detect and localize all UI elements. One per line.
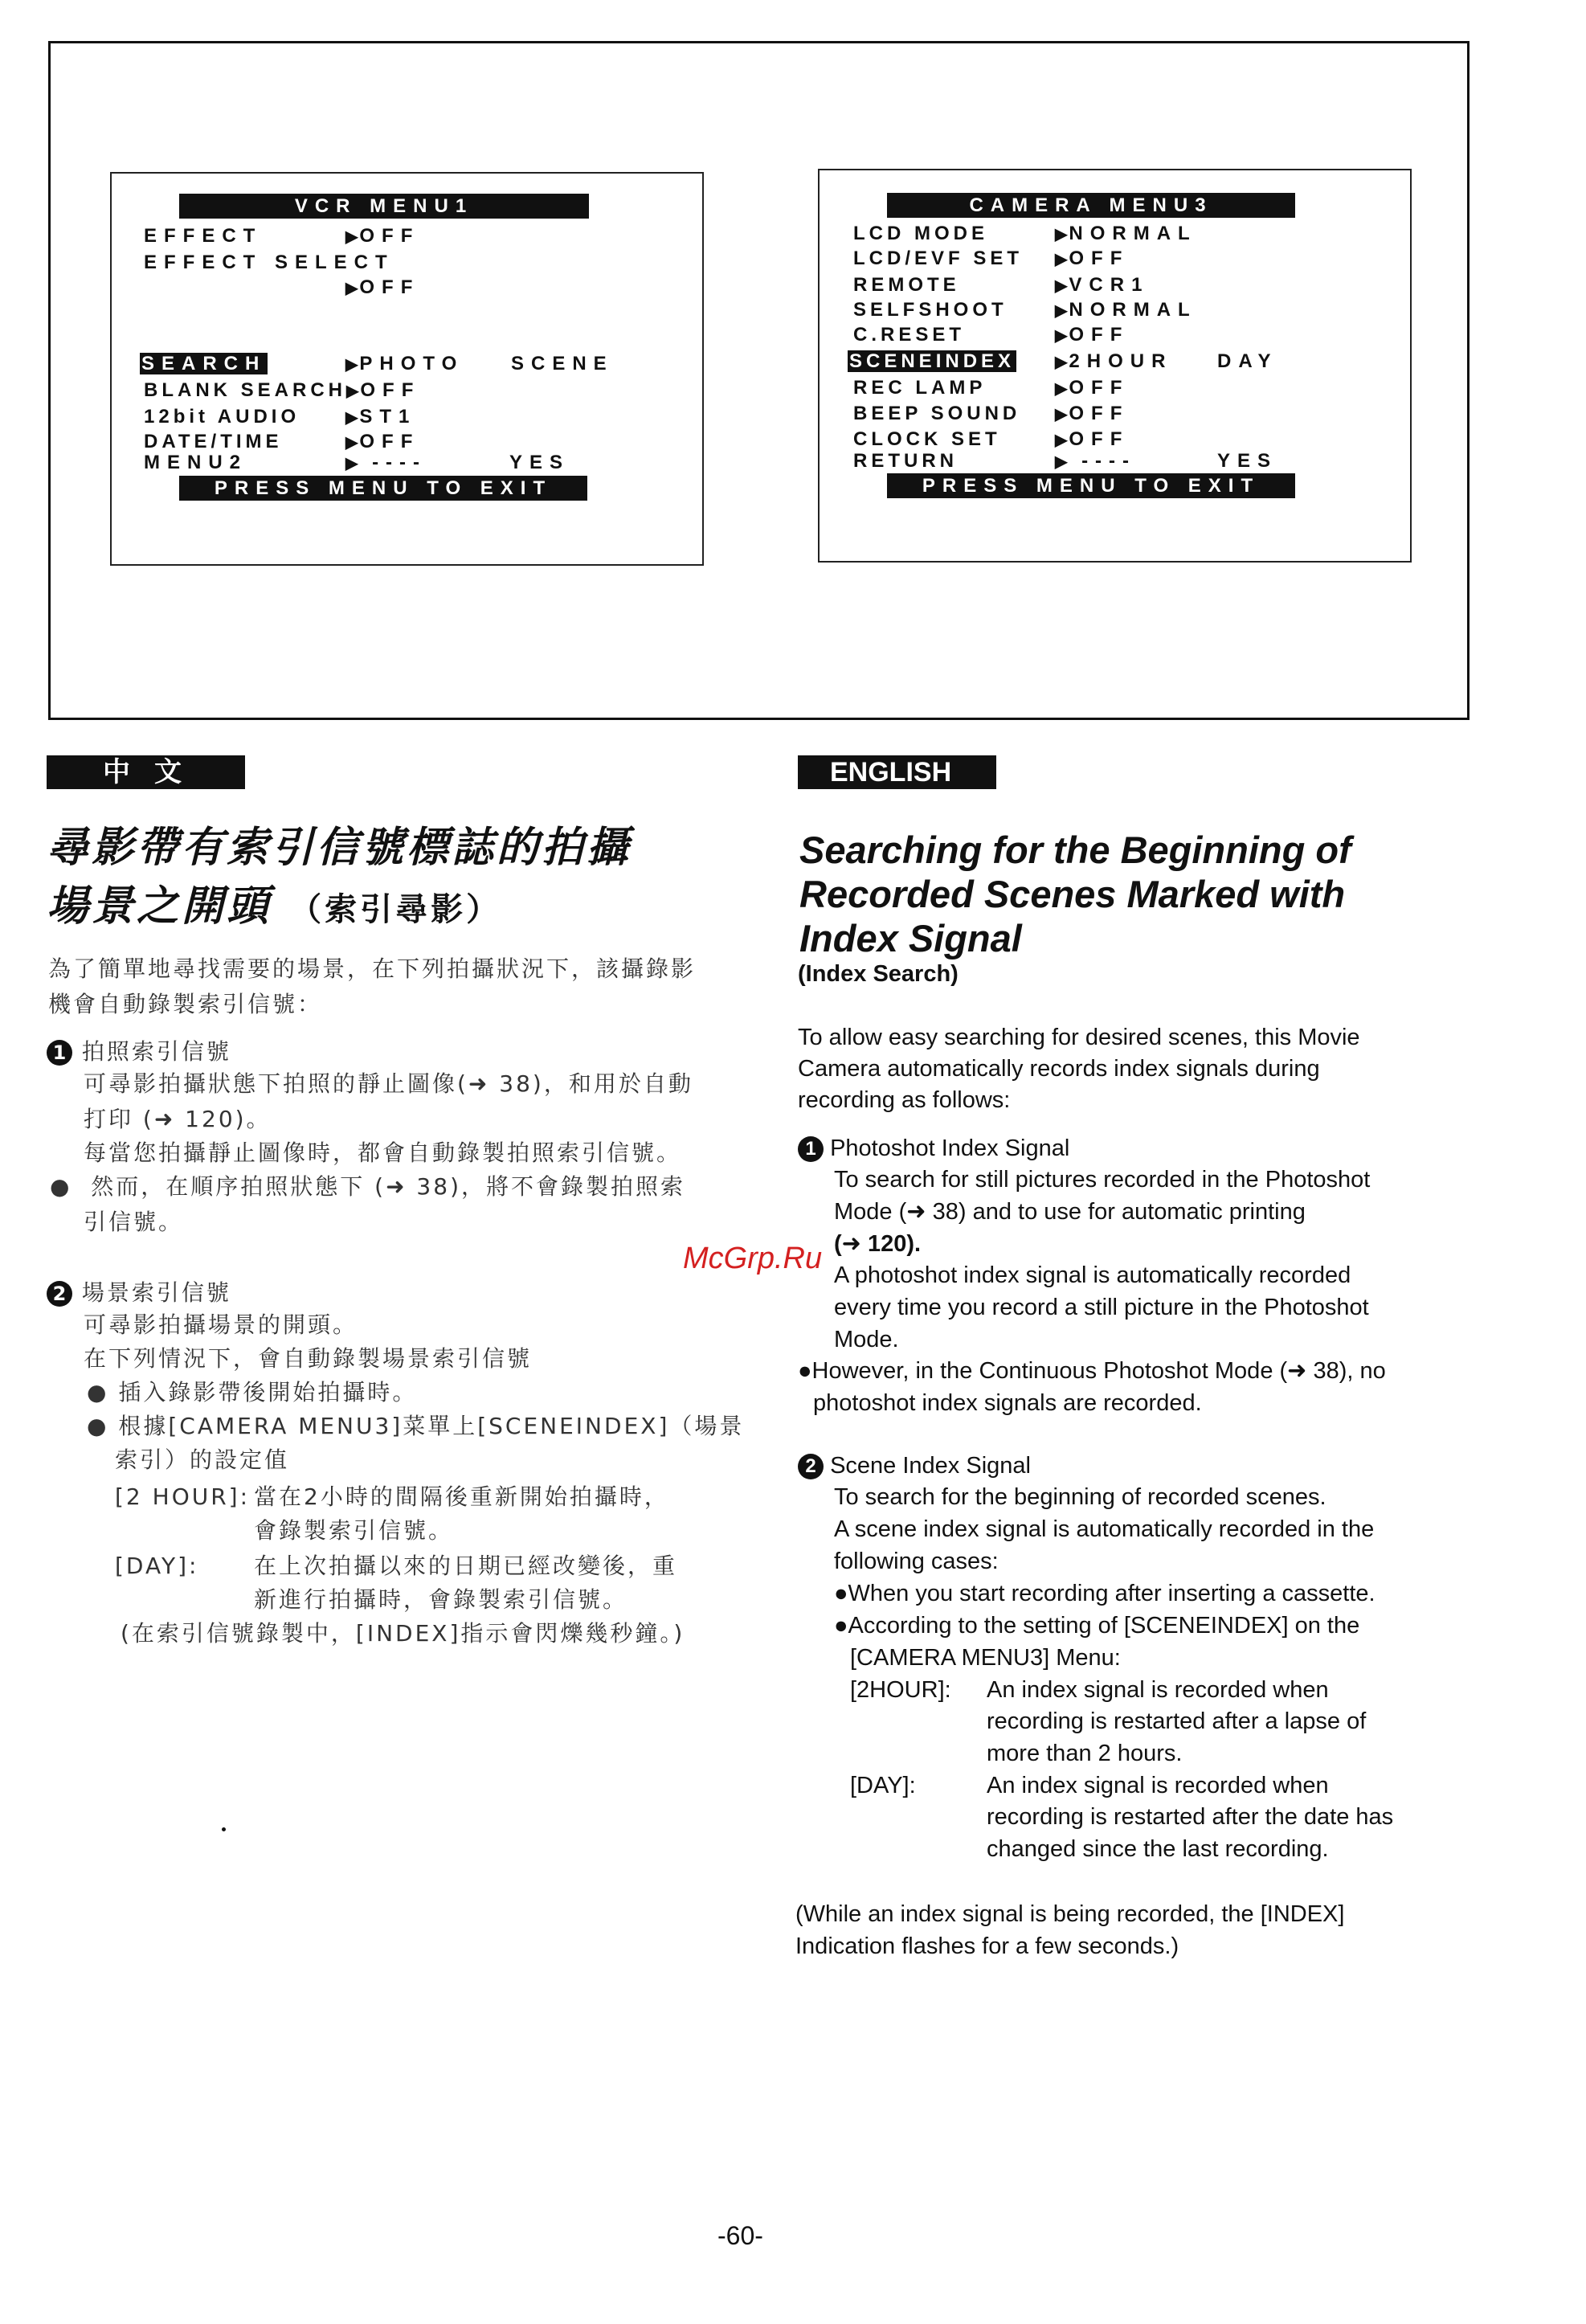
bullet-icon: ●	[798, 1358, 812, 1384]
menu-row	[853, 221, 1197, 248]
english-text: every time you record a still picture in the Photoshot	[834, 1295, 1369, 1320]
english-text: (➜ 120).	[834, 1231, 922, 1257]
english-text: changed since the last recording.	[987, 1836, 1329, 1862]
menu-row	[144, 450, 427, 477]
english-item-1-heading: 1 Photoshot Index Signal	[798, 1132, 1069, 1164]
menu-row	[853, 297, 1197, 324]
page-number: -60-	[717, 2221, 763, 2250]
chinese-text: 新進行拍攝時，會錄製索引信號。	[254, 1586, 628, 1613]
chinese-title-line-1: 尋影帶有索引信號標誌的拍攝	[47, 824, 632, 872]
menu-value: ▶OFF	[1055, 377, 1130, 399]
chinese-closing-note: (在索引信號錄製中，[INDEX]指示會閃爍幾秒鐘。)	[121, 1620, 685, 1647]
english-intro: To allow easy searching for desired scenes, this Movie	[798, 1025, 1360, 1050]
menu-label: EFFECT	[144, 225, 263, 247]
menu-row	[853, 375, 1129, 402]
press-menu-to-exit-bar: PRESS MENU TO EXIT	[179, 476, 587, 501]
english-intro: recording as follows:	[798, 1087, 1011, 1113]
camera-menu-title: CAMERA MENU3	[887, 193, 1295, 218]
number-2-icon: 2	[47, 1281, 72, 1307]
menu-value: ▶ST1	[345, 406, 417, 428]
chinese-2hour-label: [2 HOUR]:	[115, 1483, 251, 1510]
menu-option: SCENE	[511, 353, 614, 374]
chinese-bullet: ● 根據[CAMERA MENU3]菜單上[SCENEINDEX]（場景	[87, 1413, 745, 1439]
menu-value: ▶OFF	[345, 225, 420, 247]
menu-label: BLANK SEARCH	[144, 379, 346, 401]
arrow-icon: ▶	[1055, 453, 1069, 471]
chinese-text: 當在2小時的間隔後重新開始拍攝時，	[254, 1483, 669, 1510]
chinese-bullet: ● 插入錄影帶後開始拍攝時。	[87, 1379, 418, 1405]
menu-row	[140, 351, 464, 378]
chinese-intro: 機會自動錄製索引信號：	[48, 991, 323, 1017]
english-title-line-3: Index Signal	[799, 917, 1022, 959]
arrow-icon: ▶	[345, 280, 360, 297]
chinese-text: 引信號。	[84, 1209, 184, 1235]
arrow-icon: ▶	[345, 228, 360, 246]
english-text: recording is restarted after a lapse of	[987, 1708, 1367, 1734]
english-text: more than 2 hours.	[987, 1741, 1183, 1766]
menu-label: LCD MODE	[853, 223, 988, 244]
number-1-icon: 1	[798, 1136, 824, 1162]
arrow-icon: ▶	[1055, 406, 1069, 423]
english-item-2-heading: 2 Scene Index Signal	[798, 1450, 1031, 1482]
arrow-icon: ▶	[1055, 380, 1069, 398]
chinese-title-line-2: 場景之開頭 （索引尋影）	[47, 882, 502, 931]
english-2hour-label: [2HOUR]:	[850, 1677, 951, 1703]
chinese-text: 每當您拍攝靜止圖像時，都會自動錄製拍照索引信號。	[84, 1139, 682, 1166]
menu-label: EFFECT SELECT	[144, 252, 394, 273]
arrow-icon: ▶	[1055, 302, 1069, 320]
menu-value: ▶NORMAL	[1055, 299, 1197, 321]
menu-option: YES	[509, 452, 570, 473]
menu-row	[144, 378, 420, 404]
english-intro: Camera automatically records index signals during	[798, 1056, 1320, 1082]
bullet-icon: ●	[87, 1413, 109, 1439]
english-text: following cases:	[834, 1549, 999, 1574]
menu-label: REC LAMP	[853, 377, 987, 399]
arrow-icon: ▶	[1055, 432, 1069, 449]
menu-value: ▶OFF	[345, 431, 420, 452]
chinese-intro: 為了簡單地尋找需要的場景，在下列拍攝狀況下，該攝錄影	[48, 955, 697, 982]
menu-row	[853, 322, 1129, 349]
vcr-menu-title: VCR MENU1	[179, 194, 589, 219]
menu-label-highlighted: SEARCH	[141, 353, 267, 374]
menu-label: LCD/EVF SET	[853, 248, 1024, 269]
english-text: A scene index signal is automatically recorded in the	[834, 1516, 1375, 1542]
menu-value: ▶NORMAL	[1055, 223, 1197, 244]
menu-label: MENU2	[144, 452, 248, 473]
menu-value: ▶OFF	[1055, 324, 1130, 346]
chinese-section-tag: 中文	[47, 755, 245, 789]
menu-value: ▶OFF	[1055, 248, 1130, 269]
english-subtitle: (Index Search)	[798, 961, 959, 987]
arrow-icon: ▶	[1055, 277, 1069, 295]
english-text: recording is restarted after the date has	[987, 1804, 1394, 1830]
chinese-text: 會錄製索引信號。	[254, 1517, 454, 1544]
menu-value: ▶ ----	[1055, 450, 1137, 472]
chinese-day-label: [DAY]:	[115, 1553, 199, 1579]
menu-option: YES	[1217, 450, 1278, 472]
menu-label: 12bit AUDIO	[144, 406, 300, 428]
chinese-text: 在下列情況下，會自動錄製場景索引信號	[84, 1345, 533, 1372]
bullet-icon: ●	[834, 1613, 848, 1639]
english-closing-note: Indication flashes for a few seconds.)	[795, 1933, 1179, 1959]
menu-label: BEEP SOUND	[853, 403, 1021, 424]
arrow-icon: ▶	[346, 383, 361, 400]
menu-row	[853, 448, 1136, 475]
menu-row	[853, 401, 1129, 428]
arrow-icon: ▶	[1055, 354, 1069, 371]
menu-row	[848, 349, 1172, 375]
menu-label: SELFSHOOT	[853, 299, 1008, 321]
chinese-bullet: ● 然而，在順序拍照狀態下 (➜ 38)，將不會錄製拍照索	[50, 1173, 685, 1200]
bullet-icon: ●	[834, 1581, 848, 1606]
press-menu-to-exit-bar: PRESS MENU TO EXIT	[887, 473, 1295, 498]
menu-value: ▶VCR1	[1055, 274, 1150, 296]
english-text: Mode (➜ 38) and to use for automatic printing	[834, 1199, 1306, 1225]
arrow-icon: ▶	[345, 434, 360, 452]
english-text: An index signal is recorded when	[987, 1773, 1329, 1798]
menu-label: REMOTE	[853, 274, 960, 296]
menu-label: DATE/TIME	[144, 431, 283, 452]
english-title-line-2: Recorded Scenes Marked with	[799, 873, 1346, 915]
chinese-item-1-heading: 1 拍照索引信號	[47, 1036, 231, 1068]
english-text: An index signal is recorded when	[987, 1677, 1329, 1703]
english-title-line-1: Searching for the Beginning of	[799, 829, 1351, 871]
menu-label: CLOCK SET	[853, 428, 1001, 450]
english-bullet: ●According to the setting of [SCENEINDEX] on the	[834, 1613, 1360, 1639]
menu-label: C.RESET	[853, 324, 966, 346]
chinese-item-2-heading: 2 場景索引信號	[47, 1277, 231, 1309]
menu-value: ▶2HOUR	[1055, 350, 1173, 372]
menu-label: RETURN	[853, 450, 958, 472]
chinese-text: 索引）的設定值	[115, 1446, 290, 1473]
english-bullet: ●When you start recording after inserting a cassette.	[834, 1581, 1375, 1606]
menu-value: ▶OFF	[1055, 428, 1130, 450]
menu-value: ▶ ----	[345, 452, 427, 473]
watermark: McGrp.Ru	[683, 1242, 823, 1275]
english-note: photoshot index signals are recorded.	[813, 1390, 1202, 1416]
english-section-tag: ENGLISH	[798, 755, 996, 789]
menu-value: ▶OFF	[345, 276, 420, 298]
menu-row	[853, 272, 1149, 299]
bullet-icon: ●	[50, 1173, 72, 1200]
menu-row	[853, 246, 1129, 272]
arrow-icon: ▶	[1055, 327, 1069, 345]
bullet-icon: ●	[87, 1379, 109, 1405]
menu-label-highlighted: SCENEINDEX	[849, 350, 1016, 372]
chinese-text: 可尋影拍攝場景的開頭。	[84, 1311, 358, 1338]
number-1-icon: 1	[47, 1040, 72, 1066]
arrow-icon: ▶	[1055, 226, 1069, 243]
chinese-text: 打印 (➜ 120)。	[84, 1106, 272, 1132]
menu-option: DAY	[1217, 350, 1278, 372]
number-2-icon: 2	[798, 1454, 824, 1479]
english-text: [CAMERA MENU3] Menu:	[850, 1645, 1121, 1671]
menu-value: ▶OFF	[1055, 403, 1130, 424]
menu-row	[144, 404, 416, 431]
menu-row	[144, 223, 419, 250]
english-note: ●However, in the Continuous Photoshot Mode (➜ 38), no	[798, 1358, 1386, 1384]
english-text: A photoshot index signal is automatically recorded	[834, 1262, 1351, 1288]
english-text: Mode.	[834, 1327, 899, 1352]
arrow-icon: ▶	[1055, 251, 1069, 268]
menu-value: ▶OFF	[346, 379, 421, 401]
english-closing-note: (While an index signal is being recorded, the [INDEX]	[795, 1901, 1345, 1927]
english-text: To search for the beginning of recorded scenes.	[834, 1484, 1326, 1510]
menu-value: ▶PHOTO	[345, 353, 464, 374]
chinese-text: 在上次拍攝以來的日期已經改變後，重	[254, 1553, 678, 1579]
arrow-icon: ▶	[345, 455, 360, 473]
english-day-label: [DAY]:	[850, 1773, 916, 1798]
stray-dot	[222, 1827, 226, 1831]
chinese-text: 可尋影拍攝狀態下拍照的靜止圖像(➜ 38)，和用於自動	[84, 1070, 693, 1097]
english-text: To search for still pictures recorded in the Photoshot	[834, 1167, 1371, 1193]
arrow-icon: ▶	[345, 356, 360, 374]
arrow-icon: ▶	[345, 409, 360, 427]
